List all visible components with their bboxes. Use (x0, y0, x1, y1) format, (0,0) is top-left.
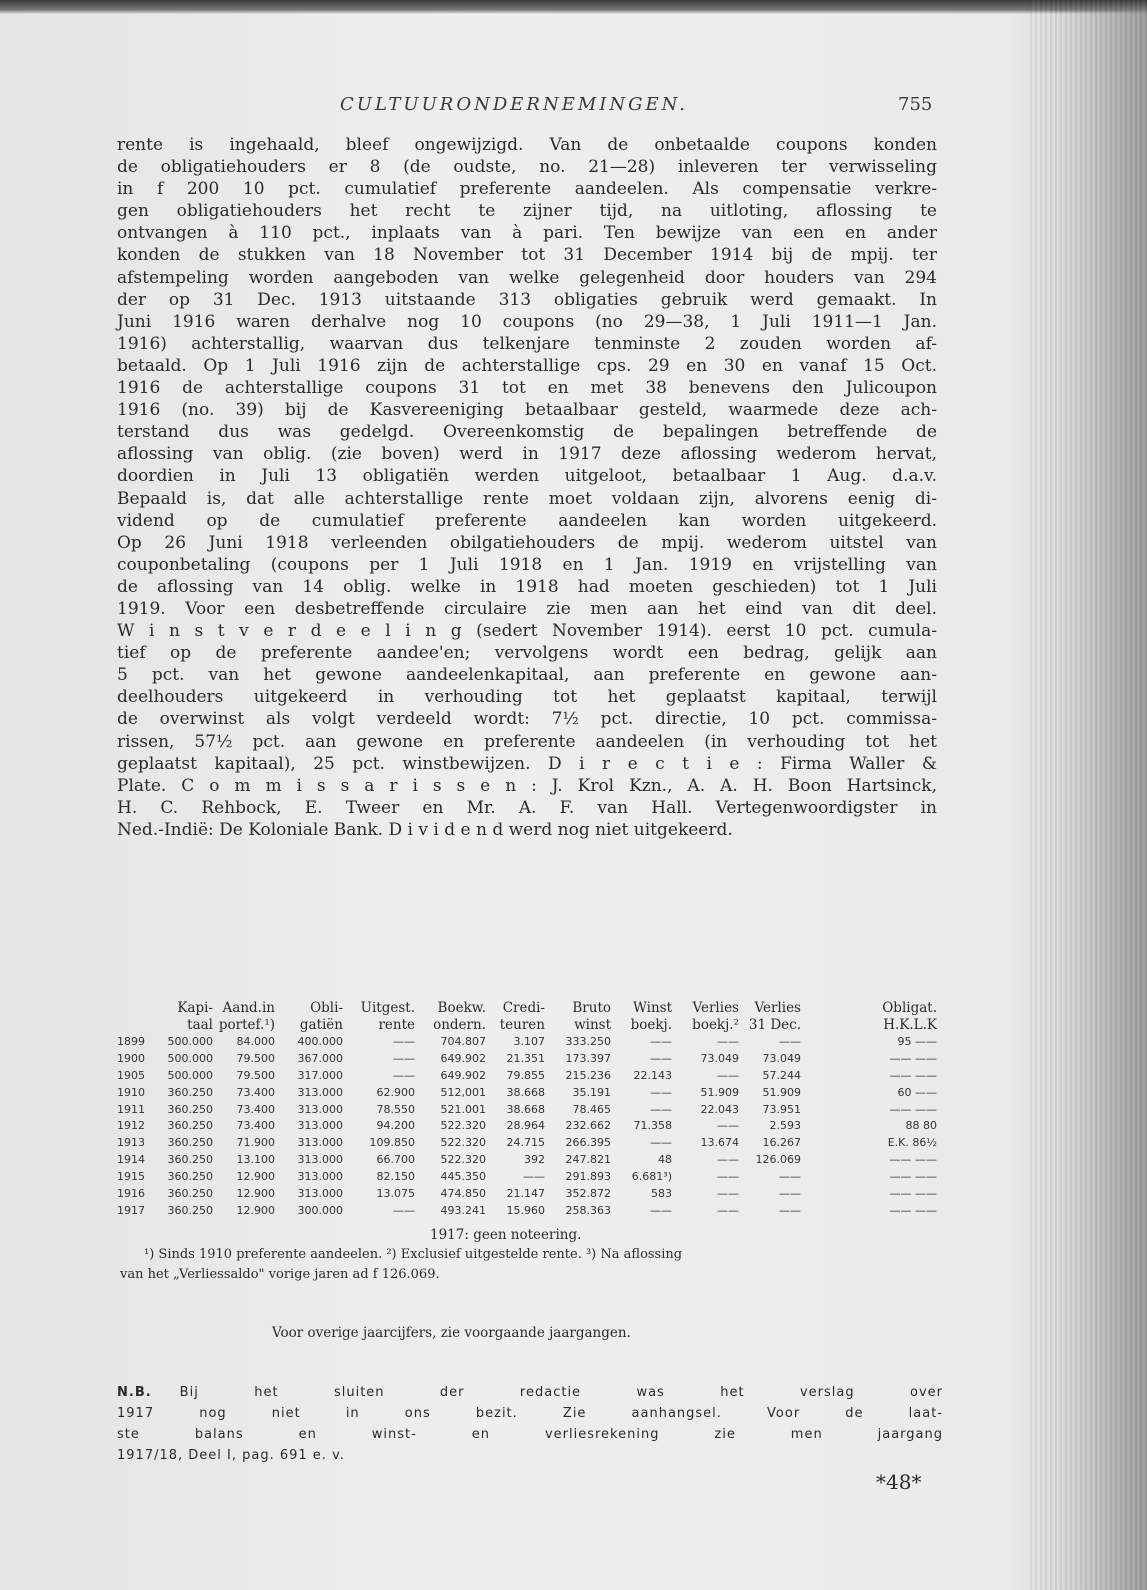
row-year: 1915 (117, 1170, 145, 1184)
column-header: boekj.² (692, 1017, 739, 1033)
table-cell: 247.821 (565, 1153, 611, 1167)
table-cell: —— (523, 1170, 545, 1184)
body-line: 1916 (no. 39) bij de Kasvereeniging betaalbaar gesteld, waarmede deze ach- (117, 400, 937, 421)
table-cell: 474.850 (440, 1187, 486, 1201)
table-cell: 500.000 (167, 1068, 213, 1082)
body-line: de obligatiehouders er 8 (de oudste, no. 21—28) inleveren ter verwisseling (117, 157, 937, 178)
table-cell: 73.951 (762, 1102, 801, 1116)
table-header (117, 1000, 939, 1034)
column-header: Kapi- (177, 1000, 213, 1016)
body-line: der op 31 Dec. 1913 uitstaande 313 obligaties gebruik werd gemaakt. In (117, 289, 937, 310)
column-header: teuren (499, 1017, 545, 1033)
body-line: de aflossing van 14 oblig. welke in 1918 had moeten geschieden) tot 1 Juli (117, 576, 937, 597)
table-cell: 79.500 (236, 1068, 275, 1082)
column-header: Bruto (572, 1000, 611, 1016)
nb-line: ste balans en winst- en verliesrekening zie men jaargang (117, 1427, 943, 1442)
table-cell: 333.250 (565, 1035, 611, 1048)
table-cell: 73.049 (700, 1051, 739, 1065)
table-cell: 38.668 (506, 1102, 545, 1116)
row-year: 1916 (117, 1187, 145, 1201)
column-header: portef.¹) (218, 1017, 275, 1033)
row-year: 1911 (117, 1102, 145, 1116)
body-line: doordien in Juli 13 obligatiën werden uitgeloot, betaalbaar 1 Aug. d.a.v. (117, 466, 937, 487)
table-cell: —— —— (889, 1068, 937, 1082)
column-header: Boekw. (437, 1000, 486, 1016)
running-header: CULTUURONDERNEMINGEN. (340, 94, 688, 115)
nb-line-text: Bij het sluiten der redactie was het verslag over (179, 1385, 943, 1400)
table-row (117, 1034, 939, 1051)
table-cell: 73.400 (236, 1119, 275, 1133)
table-cell: —— (650, 1051, 672, 1065)
column-header: ondern. (433, 1017, 486, 1033)
table-cell: 352.872 (565, 1187, 611, 1201)
table-cell: 313.000 (297, 1153, 343, 1167)
table-cell: 109.850 (369, 1136, 415, 1150)
body-line: betaald. Op 1 Juli 1916 zijn de achterstallige cps. 29 en 30 en vanaf 15 Oct. (117, 355, 937, 376)
table-cell: 493.241 (440, 1203, 486, 1217)
column-header: boekj. (630, 1017, 672, 1033)
table-cell: 12.900 (236, 1170, 275, 1184)
table-cell: 522.320 (440, 1119, 486, 1133)
row-year: 1905 (117, 1068, 145, 1082)
table-cell: 21.351 (506, 1051, 545, 1065)
table-cell: 360.250 (167, 1119, 213, 1133)
table-cell: 392 (524, 1153, 545, 1167)
table-cell: 360.250 (167, 1085, 213, 1099)
body-line: W i n s t v e r d e e l i n g (sedert November 1914). eerst 10 pct. cumula- (117, 621, 937, 642)
table-cell: —— —— (889, 1170, 937, 1184)
table-cell: 73.049 (762, 1051, 801, 1065)
column-header: Aand.in (222, 1000, 275, 1016)
table-cell: 291.893 (565, 1170, 611, 1184)
table-cell: —— (717, 1187, 739, 1201)
table-cell: 704.807 (440, 1035, 486, 1048)
table-cell: —— (393, 1035, 415, 1048)
column-header: Obli- (310, 1000, 343, 1016)
table-cell: 48 (658, 1153, 672, 1167)
table-cell: 82.150 (376, 1170, 415, 1184)
table-cell: 258.363 (565, 1203, 611, 1217)
table-cell: 522.320 (440, 1136, 486, 1150)
scan-top-edge (0, 0, 1147, 14)
body-line: 5 pct. van het gewone aandeelenkapitaal, aan preferente en gewone aan- (117, 665, 937, 686)
table-cell: 173.397 (565, 1051, 611, 1065)
table-cell: —— (393, 1051, 415, 1065)
table-cell: 22.043 (700, 1102, 739, 1116)
nb-line (117, 1382, 943, 1403)
table-footnote-1: ¹) Sinds 1910 preferente aandeelen. ²) Exclusief uitgestelde rente. ³) Na aflossing (144, 1247, 683, 1262)
table-cell: 313.000 (297, 1102, 343, 1116)
table-cell: —— (717, 1170, 739, 1184)
table-cell: 71.358 (633, 1119, 672, 1133)
table-cell: 360.250 (167, 1170, 213, 1184)
table-cell: —— (717, 1153, 739, 1167)
row-year: 1899 (117, 1035, 145, 1048)
column-header: H.K.L.K (883, 1017, 937, 1033)
table-cell: 367.000 (297, 1051, 343, 1065)
table-cell: 126.069 (755, 1153, 801, 1167)
table-cell: 12.900 (236, 1203, 275, 1217)
body-line: gen obligatiehouders het recht te zijner tijd, na uitloting, aflossing te (117, 201, 937, 222)
table-cell: 15.960 (506, 1203, 545, 1217)
table-cell: 12.900 (236, 1187, 275, 1201)
body-line: ontvangen à 110 pct., inplaats van à pari. Ten bewijze van een en ander (117, 223, 937, 244)
body-line: 1916) achterstallig, waarvan dus telkenjare tenminste 2 zouden worden af- (117, 333, 937, 354)
see-previous-years: Voor overige jaarcijfers, zie voorgaande jaargangen. (272, 1325, 631, 1341)
table-cell: 266.395 (565, 1136, 611, 1150)
table-cell: 94.200 (376, 1119, 415, 1133)
body-paragraph (117, 134, 937, 841)
nb-line: 1917/18, Deel I, pag. 691 e. v. (117, 1448, 345, 1463)
table-cell: 649.902 (440, 1051, 486, 1065)
table-cell: —— (393, 1068, 415, 1082)
table-cell: 51.909 (762, 1085, 801, 1099)
table-cell: 521.001 (440, 1102, 486, 1116)
table-cell: 500.000 (167, 1051, 213, 1065)
table-cell: 79.855 (506, 1068, 545, 1082)
table-cell: —— (717, 1203, 739, 1217)
column-header: gatiën (299, 1017, 343, 1033)
table-note-1917: 1917: geen noteering. (430, 1227, 582, 1243)
table-cell: 232.662 (565, 1119, 611, 1133)
body-line: couponbetaling (coupons per 1 Juli 1918 en 1 Jan. 1919 en vrijstelling van (117, 554, 937, 575)
body-line: Juni 1916 waren derhalve nog 10 coupons (no 29—38, 1 Juli 1911—1 Jan. (117, 311, 937, 332)
body-line: rissen, 57½ pct. aan gewone en preferente aandeelen (in verhouding tot het (117, 731, 937, 752)
body-line: Op 26 Juni 1918 verleenden obilgatiehouders de mpij. wederom uitstel van (117, 532, 937, 553)
body-line: vidend op de cumulatief preferente aandeelen kan worden uitgekeerd. (117, 510, 937, 531)
table-cell: 522.320 (440, 1153, 486, 1167)
table-cell: 38.668 (506, 1085, 545, 1099)
table-row (117, 1118, 939, 1135)
table-cell: 60 —— (897, 1085, 937, 1099)
nb-line: 1917 nog niet in ons bezit. Zie aanhangsel. Voor de laat- (117, 1406, 943, 1421)
table-cell: —— (650, 1136, 672, 1150)
body-line: konden de stukken van 18 November tot 31 December 1914 bij de mpij. ter (117, 245, 937, 266)
table-cell: 22.143 (633, 1068, 672, 1082)
table-cell: —— (717, 1035, 739, 1048)
table-cell: 79.500 (236, 1051, 275, 1065)
table-cell: 400.000 (297, 1035, 343, 1048)
table-body (117, 1034, 939, 1220)
table-cell: —— (650, 1102, 672, 1116)
table-cell: 84.000 (236, 1035, 275, 1048)
table-cell: 313.000 (297, 1085, 343, 1099)
table-row (117, 1152, 939, 1169)
table-cell: E.K. 86½ (887, 1136, 937, 1150)
column-header: 31 Dec. (748, 1017, 801, 1033)
nb-label: N.B. (117, 1385, 152, 1400)
body-line: geplaatst kapitaal), 25 pct. winstbewijzen. D i r e c t i e : Firma Waller & (117, 753, 937, 774)
table-cell: 73.400 (236, 1085, 275, 1099)
column-header: Credi- (502, 1000, 545, 1016)
table-cell: 3.107 (513, 1035, 545, 1048)
table-row (117, 1051, 939, 1068)
table-footnote-2: van het „Verliessaldo" vorige jaren ad f 126.069. (120, 1267, 440, 1282)
table-cell: 300.000 (297, 1203, 343, 1217)
table-cell: —— (650, 1203, 672, 1217)
book-edge-shadow (1030, 0, 1147, 1590)
body-line: deelhouders uitgekeerd in verhouding tot het geplaatst kapitaal, terwijl (117, 687, 937, 708)
table-cell: —— (717, 1068, 739, 1082)
body-line: rente is ingehaald, bleef ongewijzigd. Van de onbetaalde coupons konden (117, 135, 937, 155)
row-year: 1910 (117, 1085, 145, 1099)
table-cell: —— (779, 1187, 801, 1201)
table-cell: 51.909 (700, 1085, 739, 1099)
column-header: Uitgest. (360, 1000, 415, 1016)
table-cell: —— (393, 1203, 415, 1217)
table-cell: 317.000 (297, 1068, 343, 1082)
table-cell: 13.075 (376, 1187, 415, 1201)
column-header: winst (574, 1017, 611, 1033)
table-row (117, 1186, 939, 1203)
table-cell: 512,001 (440, 1085, 486, 1099)
row-year: 1914 (117, 1153, 145, 1167)
table-cell: 73.400 (236, 1102, 275, 1116)
nb-note (117, 1382, 943, 1466)
table-cell: 6.681³) (631, 1170, 672, 1184)
body-line: afstempeling worden aangeboden van welke gelegenheid door houders van 294 (117, 267, 937, 288)
body-line: 1916 de achterstallige coupons 31 tot en met 38 benevens den Julicoupon (117, 378, 937, 399)
table-cell: —— —— (889, 1102, 937, 1116)
body-line: terstand dus was gedelgd. Overeenkomstig de bepalingen betreffende de (117, 422, 937, 443)
table-row (117, 1085, 939, 1102)
table-cell: 78.465 (572, 1102, 611, 1116)
table-cell: 16.267 (762, 1136, 801, 1150)
column-header: rente (378, 1017, 415, 1033)
signature-mark: *48* (876, 1470, 922, 1494)
table-cell: —— —— (889, 1153, 937, 1167)
table-cell: 62.900 (376, 1085, 415, 1099)
table-cell: —— (779, 1035, 801, 1048)
body-line: aflossing van oblig. (zie boven) werd in 1917 deze aflossing wederom hervat, (117, 444, 937, 465)
table-cell: —— (650, 1085, 672, 1099)
table-cell: 28.964 (506, 1119, 545, 1133)
table-cell: 445.350 (440, 1170, 486, 1184)
financial-table (117, 1000, 939, 1220)
body-line: de overwinst als volgt verdeeld wordt: 7½ pct. directie, 10 pct. commissa- (117, 709, 937, 730)
table-cell: 360.250 (167, 1102, 213, 1116)
table-row (117, 1102, 939, 1119)
column-header: Verlies (754, 1000, 801, 1016)
row-year: 1912 (117, 1119, 145, 1133)
table-cell: 583 (651, 1187, 672, 1201)
table-cell: 313.000 (297, 1187, 343, 1201)
table-cell: 57.244 (762, 1068, 801, 1082)
table-cell: 95 —— (897, 1035, 937, 1048)
table-cell: 13.100 (236, 1153, 275, 1167)
table-cell: 24.715 (506, 1136, 545, 1150)
page-number: 755 (898, 94, 933, 115)
table-cell: 313.000 (297, 1119, 343, 1133)
table-cell: 360.250 (167, 1187, 213, 1201)
table-cell: 500.000 (167, 1035, 213, 1048)
table-cell: 66.700 (376, 1153, 415, 1167)
row-year: 1913 (117, 1136, 145, 1150)
table-cell: 78.550 (376, 1102, 415, 1116)
body-line: in f 200 10 pct. cumulatief preferente aandeelen. Als compensatie verkre- (117, 179, 937, 200)
table-cell: —— (650, 1035, 672, 1048)
table-row (117, 1203, 939, 1220)
row-year: 1917 (117, 1203, 145, 1217)
column-header: Verlies (692, 1000, 739, 1016)
table-cell: 71.900 (236, 1136, 275, 1150)
body-line: Bepaald is, dat alle achterstallige rente moet voldaan zijn, alvorens eenig di- (117, 488, 937, 509)
table-cell: —— (779, 1170, 801, 1184)
body-line: H. C. Rehbock, E. Tweer en Mr. A. F. van Hall. Vertegenwoordigster in (117, 797, 937, 818)
table-header-row-1 (117, 1000, 939, 1017)
table-header-row-2 (117, 1017, 939, 1034)
table-row (117, 1068, 939, 1085)
table-cell: 35.191 (572, 1085, 611, 1099)
table-cell: 88 80 (905, 1119, 937, 1133)
table-cell: 313.000 (297, 1136, 343, 1150)
table-row (117, 1135, 939, 1152)
column-header: Winst (632, 1000, 672, 1016)
table-cell: —— —— (889, 1203, 937, 1217)
table-cell: 2.593 (769, 1119, 801, 1133)
table-cell: 21.147 (506, 1187, 545, 1201)
body-line: 1919. Voor een desbetreffende circulaire zie men aan het eind van dit deel. (117, 598, 937, 619)
body-line: Ned.-Indië: De Koloniale Bank. D i v i d e n d werd nog niet uitgekeerd. (117, 819, 733, 840)
table-cell: —— —— (889, 1051, 937, 1065)
column-header: Obligat. (882, 1000, 937, 1016)
row-year: 1900 (117, 1051, 145, 1065)
table-cell: —— —— (889, 1187, 937, 1201)
table-cell: 13.674 (700, 1136, 739, 1150)
table-cell: 215.236 (565, 1068, 611, 1082)
table-row (117, 1169, 939, 1186)
table-cell: —— (779, 1203, 801, 1217)
table-cell: 649.902 (440, 1068, 486, 1082)
body-line: Plate. C o m m i s s a r i s s e n : J. Krol Kzn., A. A. H. Boon Hartsinck, (117, 775, 937, 796)
body-line: tief op de preferente aandee'en; vervolgens wordt een bedrag, gelijk aan (117, 643, 937, 664)
column-header: taal (187, 1017, 213, 1033)
table-cell: —— (717, 1119, 739, 1133)
table-cell: 360.250 (167, 1153, 213, 1167)
table-cell: 313.000 (297, 1170, 343, 1184)
table-cell: 360.250 (167, 1203, 213, 1217)
table-cell: 360.250 (167, 1136, 213, 1150)
